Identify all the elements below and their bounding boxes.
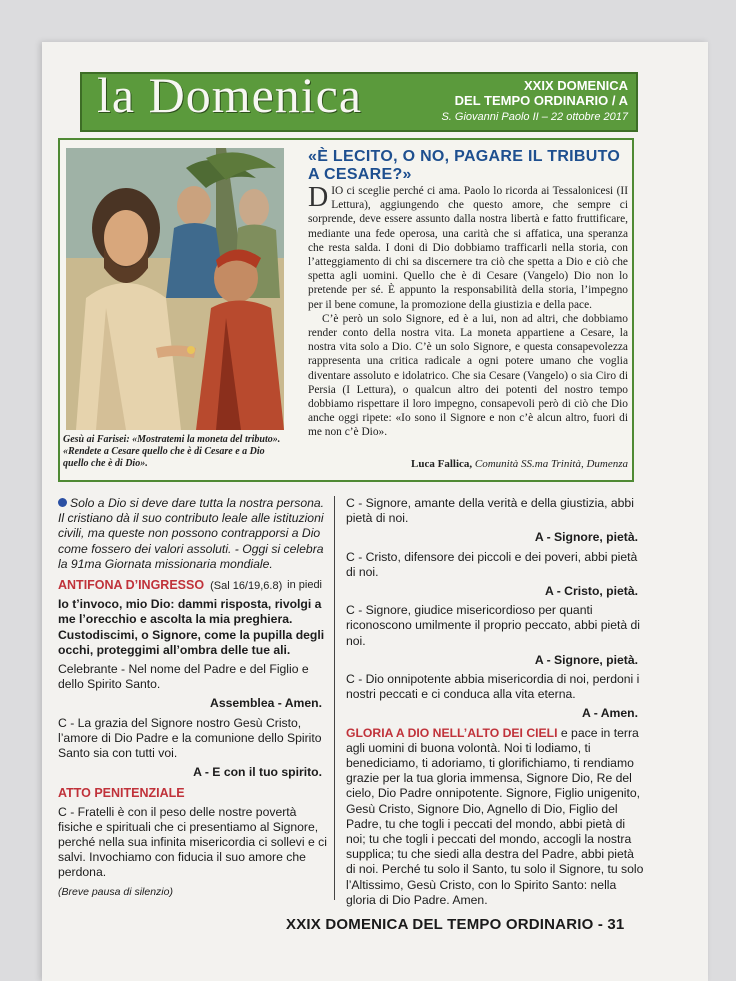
silence-note: (Breve pausa di silenzio) xyxy=(58,885,173,898)
masthead-subtitle xyxy=(441,78,628,125)
kyrie-3-response: A - Signore, pietà. xyxy=(534,652,638,667)
gloria-title: GLORIA A DIO NELL’ALTO DEI CIELI xyxy=(346,725,558,740)
bullet-icon xyxy=(58,498,67,507)
kyrie-2-response: A - Cristo, pietà. xyxy=(545,584,638,599)
atto-penitenziale-title: ATTO PENITENZIALE xyxy=(58,786,185,801)
antifona-posture: in piedi xyxy=(287,579,322,592)
editorial-text xyxy=(308,184,628,440)
absolution-response: A - Amen. xyxy=(582,706,638,721)
antifona-heading xyxy=(58,578,328,594)
feature-headline: «È LECITO, O NO, PAGARE IL TRIBUTO A CESARE?» xyxy=(308,148,621,183)
editorial-signature xyxy=(411,458,628,470)
masthead-title: la Domenica xyxy=(97,67,363,123)
kyrie-1: C - Signore, amante della verità e della giustizia, abbi pietà di noi. xyxy=(346,496,634,526)
masthead-date: S. Giovanni Paolo II – 22 ottobre 2017 xyxy=(441,111,628,123)
antifona-title: ANTIFONA D’INGRESSO xyxy=(58,578,205,593)
page-footer: XXIX DOMENICA DEL TEMPO ORDINARIO - 31 xyxy=(286,916,625,933)
jesus-pharisees-illustration xyxy=(66,148,284,430)
antifona-reference: (Sal 16/19,6.8) xyxy=(210,580,283,593)
gloria-block xyxy=(346,726,644,908)
author-community: Comunità SS.ma Trinità, Dumenza xyxy=(474,458,628,470)
kyrie-2: C - Cristo, difensore dei piccoli e dei poveri, abbi pietà di noi. xyxy=(346,549,638,579)
masthead-line2: DEL TEMPO ORDINARIO / A xyxy=(454,93,628,108)
editorial-paragraph-2: C’è però un solo Signore, ed è a lui, non ad altri, che dobbiamo render conto della nostra vita. La moneta appartiene a Cesare, la nostra vita solo a Dio. C’è un solo Signore, e questa consapevolezza rappresenta una critica radicale a ogni potere umano che voglia diventare assoluto e idolatrico. Che sia Cesare (Vangelo) o sia Ciro di Persia (I Lettura), o qualcun altro dei potenti del nostro tempo dobbiamo rispettare il loro impegno, consapevoli però di ciò che Dio anche oggi ripete: «Io sono il Signore e non c’è alcun altro, fuori di me non c’è Dio». xyxy=(308,312,628,439)
kyrie-1-response: A - Signore, pietà. xyxy=(534,530,638,545)
right-column xyxy=(346,496,644,912)
kyrie-3: C - Signore, giudice misericordioso per quanti riconoscono umilmente il proprio peccato, abbi pietà di noi. xyxy=(346,603,641,648)
gloria-text: e pace in terra agli uomini di buona volontà. Noi ti lodiamo, ti benediciamo, ti adoriamo, ti glorifichiamo, ti rendiamo grazie per la tua gloria immensa, Signore Dio, Re del cielo, Dio Padre onnipotente. Signore, Figlio unigenito, Gesù Cristo, Signore Dio, Agnello di Dio, Figlio del Padre, tu che togli i peccati del mondo, abbi pietà di noi; tu che togli i peccati del mondo, accogli la nostra supplica; tu che siedi alla destra del Padre, abbi pietà di noi. Perché tu solo il Santo, tu solo il Signore, tu solo l’Altissimo, Gesù Cristo, con lo Spirito Santo: nella gloria di Dio Padre. Amen. xyxy=(346,725,644,907)
grazia-response: A - E con il tuo spirito. xyxy=(193,765,322,780)
grazia-text: C - La grazia del Signore nostro Gesù Cristo, l’amore di Dio Padre e la comunione dello Spirito Santo sia con tutti voi. xyxy=(58,715,322,761)
antifona-text: Io t’invoco, mio Dio: dammi risposta, rivolgi a me l’orecchio e ascolta la mia preghiera. Custodiscimi, o Signore, come la pupilla degli occhi, proteggimi all’ombra delle tue ali. xyxy=(58,597,325,657)
left-column xyxy=(58,496,328,904)
column-divider xyxy=(334,496,335,900)
assemblea-response: Assemblea - Amen. xyxy=(210,696,322,711)
intro-note xyxy=(58,496,328,572)
atto-penitenziale-text: C - Fratelli è con il peso delle nostre povertà fisiche e spirituali che ci presentiamo al Signore, perché nella sua infinita misericordia ci sollevi e ci salvi. Invochiamo con fiducia il suo amore che perdona. xyxy=(58,804,327,880)
author-name: Luca Fallica, xyxy=(411,458,473,470)
illustration-caption: Gesù ai Farisei: «Mostratemi la moneta del tributo». «Rendete a Cesare quello che è di Cesare e a Dio quello che è di Dio». xyxy=(63,434,281,469)
absolution-text: C - Dio onnipotente abbia misericordia di noi, perdoni i nostri peccati e ci conduca alla vita eterna. xyxy=(346,672,640,702)
intro-text: Solo a Dio si deve dare tutta la nostra persona. Il cristiano dà il suo contributo leale alle istituzioni civili, ma queste non possono contrapporsi a Dio come fossero dei valori assoluti. - Oggi si celebra la 91ma Giornata missionaria mondiale. xyxy=(58,496,325,571)
masthead-line1: XXIX DOMENICA xyxy=(523,78,628,93)
celebrante-line: Celebrante - Nel nome del Padre e del Figlio e dello Spirito Santo. xyxy=(58,662,309,692)
editorial-paragraph-1: IO ci sceglie perché ci ama. Paolo lo ricorda ai Tessalonicesi (II Lettura), aggiungendo che questo amore, che sempre ci sorprende, deve essere assunto dalla nostra libertà e fatto fruttificare, mediante una fede operosa, una carità che si affatica, una speranza che resta salda. I doni di Dio dobbiamo trafficarli nella storia, con l’atteggiamento di chi sa discernere tra ciò che spetta a Dio e ciò che spetta agli uomini. Quello che è di Cesare (Vangelo) Dio non lo pretende per sé. È appunto la responsabilità della storia, l’impegno per il bene comune, la promozione della giustizia e della pace. xyxy=(308,185,628,311)
dropcap: D xyxy=(308,182,329,213)
